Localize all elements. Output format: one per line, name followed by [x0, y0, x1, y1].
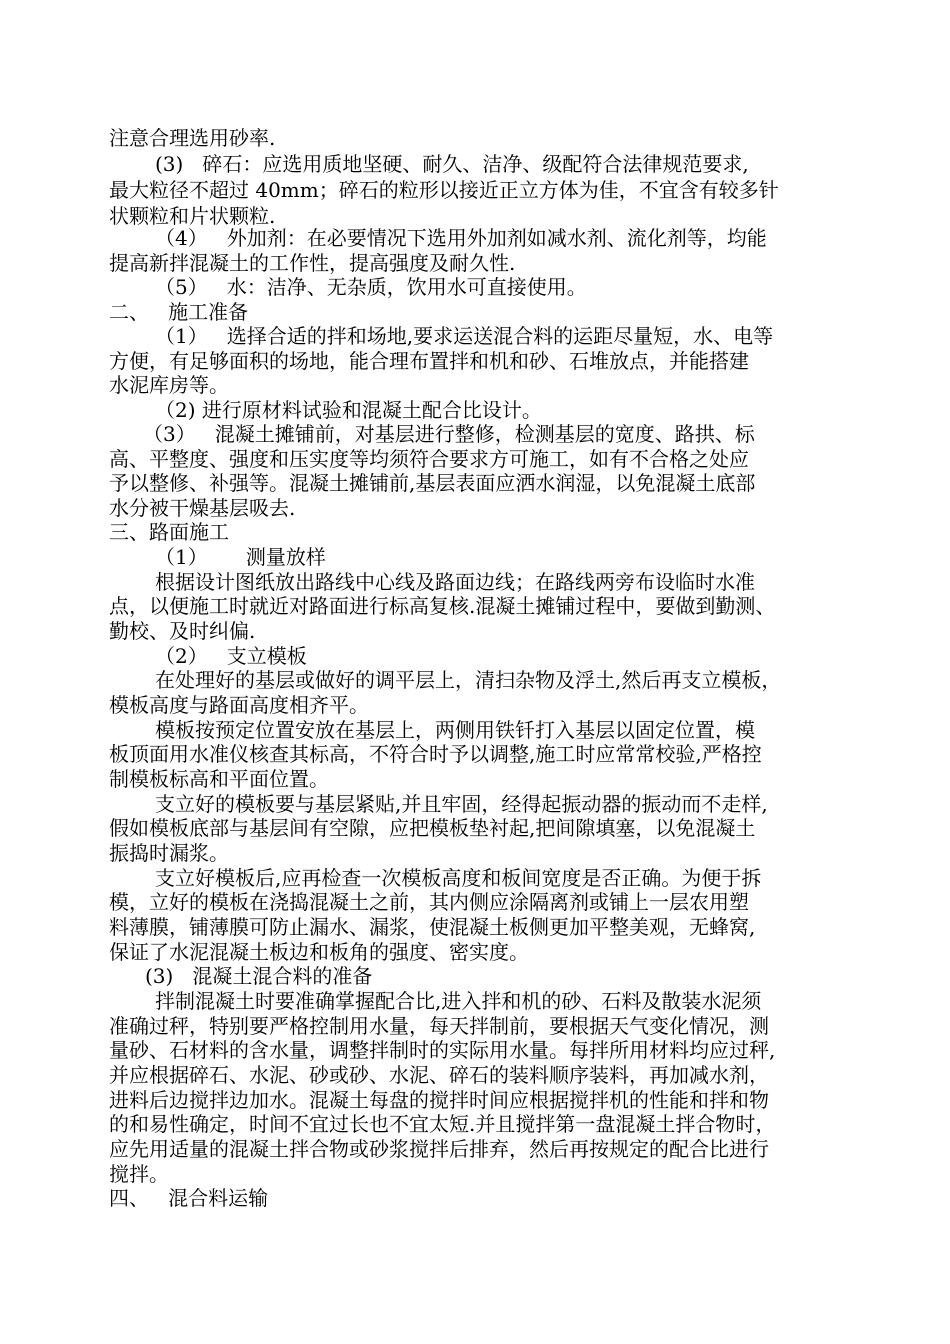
text-line: 量砂、石材料的含水量，调整拌制时的实际用水量。每拌所用材料均应过秤, [109, 1038, 776, 1062]
text-line: 并应根据碎石、水泥、砂或砂、水泥、碎石的装料顺序装料，再加减水剂， [109, 1063, 769, 1087]
text-line: 模，立好的模板在浇捣混凝土之前，其内侧应涂隔离剂或铺上一层农用塑 [109, 890, 749, 914]
text-line: 板顶面用水准仪核查其标高，不符合时予以调整,施工时应常常校验,严格控 [109, 742, 762, 766]
text-line: 水分被干燥基层吸去. [109, 496, 296, 520]
text-line: 的和易性确定，时间不宜过长也不宜太短.并且搅拌第一盘混凝土拌合物时， [109, 1112, 776, 1136]
text-line: 模板高度与路面高度相齐平。 [109, 693, 369, 717]
text-line: 支立好模板后,应再检查一次模板高度和板间宽度是否正确。为便于拆 [155, 866, 762, 890]
text-line: （5） 水：洁净、无杂质，饮用水可直接使用。 [155, 275, 587, 299]
text-line: （4） 外加剂：在必要情况下选用外加剂如减水剂、流化剂等，均能 [155, 226, 767, 250]
text-line: 勤校、及时纠偏. [109, 619, 256, 643]
text-line: （1） 测量放样 [155, 545, 326, 569]
text-line: 在处理好的基层或做好的调平层上，清扫杂物及浮土,然后再支立模板， [155, 668, 782, 692]
text-line: 方便，有足够面积的场地，能合理布置拌和机和砂、石堆放点，并能搭建 [109, 349, 749, 373]
text-line: 高、平整度、强度和压实度等均须符合要求方可施工，如有不合格之处应 [109, 447, 749, 471]
text-line: 应先用适量的混凝土拌合物或砂浆搅拌后排弃，然后再按规定的配合比进行 [109, 1137, 769, 1161]
text-line: 拌制混凝土时要准确掌握配合比,进入拌和机的砂、石料及散装水泥须 [155, 989, 762, 1013]
text-line: 料薄膜，铺薄膜可防止漏水、漏浆，使混凝土板侧更加平整美观，无蜂窝, [109, 915, 756, 939]
text-line: 搅拌。 [109, 1162, 169, 1186]
text-line: 振捣时漏浆。 [109, 841, 229, 865]
text-line: 制模板标高和平面位置。 [109, 767, 329, 791]
text-line: 根据设计图纸放出路线中心线及路面边线；在路线两旁布设临时水准 [155, 570, 755, 594]
text-line: 准确过秤，特别要严格控制用水量，每天拌制前，要根据天气变化情况，测 [109, 1014, 769, 1038]
text-line: 状颗粒和片状颗粒. [109, 204, 276, 228]
text-line: 提高新拌混凝土的工作性，提高强度及耐久性. [109, 251, 516, 275]
section-heading: 三、路面施工 [109, 520, 229, 544]
text-line: 保证了水泥混凝土板边和板角的强度、密实度。 [109, 940, 529, 964]
text-line: （3） 混凝土摊铺前，对基层进行整修，检测基层的宽度、路拱、标 [143, 422, 755, 446]
text-line: 点，以便施工时就近对路面进行标高复核.混凝土摊铺过程中，要做到勤测、 [109, 594, 776, 618]
text-line: 予以整修、补强等。混凝土摊铺前,基层表面应洒水润湿，以免混凝土底部 [109, 471, 756, 495]
text-line: （1） 选择合适的拌和场地,要求运送混合料的运距尽量短，水、电等 [155, 324, 774, 348]
text-line: 假如模板底部与基层间有空隙，应把模板垫衬起,把间隙填塞，以免混凝土 [109, 816, 756, 840]
text-line: 模板按预定位置安放在基层上，两侧用铁钎打入基层以固定位置，模 [155, 718, 755, 742]
text-line: 进料后边搅拌边加水。混凝土每盘的搅拌时间应根据搅拌机的性能和拌和物 [109, 1088, 769, 1112]
text-line: 注意合理选用砂率. [109, 126, 276, 150]
section-heading: 四、 混合料运输 [109, 1186, 269, 1210]
text-line: (3) 混凝土混合料的准备 [145, 964, 373, 988]
text-line: 最大粒径不超过 40mm；碎石的粒形以接近正立方体为佳，不宜含有较多针 [109, 178, 779, 202]
text-line: (3) 碎石：应选用质地坚硬、耐久、洁净、级配符合法律规范要求, [155, 152, 749, 176]
section-heading: 二、 施工准备 [109, 300, 249, 324]
text-line: （2） 支立模板 [155, 644, 307, 668]
text-line: 支立好的模板要与基层紧贴,并且牢固，经得起振动器的振动而不走样, [155, 792, 768, 816]
text-line: 水泥库房等。 [109, 373, 229, 397]
text-line: （2) 进行原材料试验和混凝土配合比设计。 [155, 398, 542, 422]
